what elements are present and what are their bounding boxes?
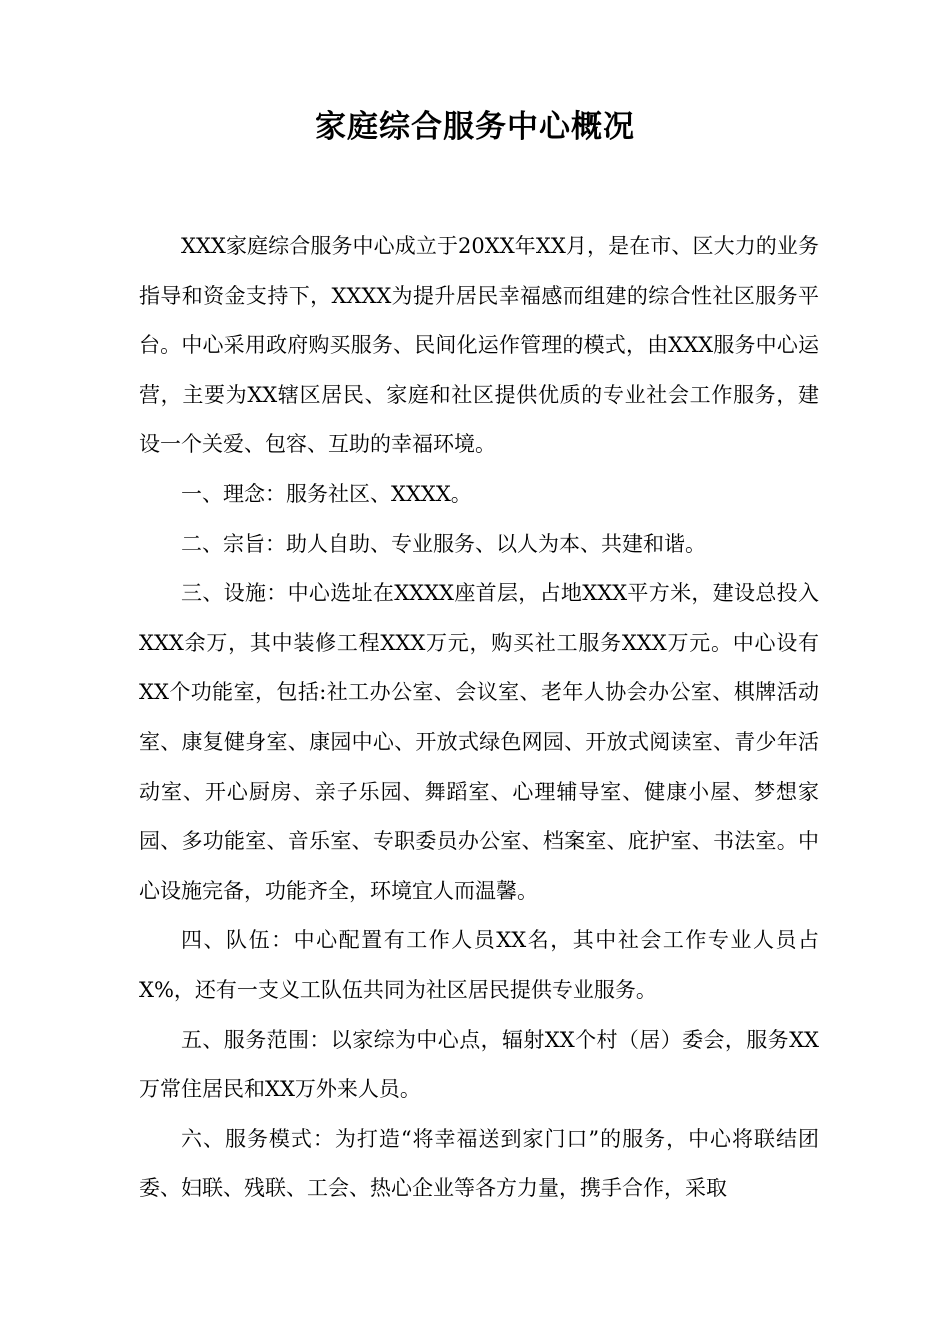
document-body <box>139 222 819 1214</box>
paragraph-concept: 一、理念：服务社区、XXXX。 <box>181 481 472 506</box>
document-title: 家庭综合服务中心概况 <box>315 109 635 145</box>
paragraph-team: 四、队伍：中心配置有工作人员XX名，其中社会工作专业人员占X%，还有一支义工队伍共同为社区居民提供专业服务。 <box>139 928 819 1002</box>
paragraph-facilities: 三、设施：中心选址在XXXX座首层，占地XXX平方米，建设总投入XXX余万，其中装修工程XXX万元，购买社工服务XXX万元。中心设有XX个功能室，包括:社工办公室、会议室、老年人协会办公室、棋牌活动室、康复健身室、康园中心、开放式绿色网园、开放式阅读室、青少年活动室、开心厨房、亲子乐园、舞蹈室、心理辅导室、健康小屋、梦想家园、多功能室、音乐室、专职委员办公室、档案室、庇护室、书法室。中心设施完备，功能齐全，环境宜人而温馨。 <box>139 581 819 903</box>
paragraph-service-scope: 五、服务范围：以家综为中心点，辐射XX个村（居）委会，服务XX万常住居民和XX万外来人员。 <box>139 1027 819 1102</box>
paragraph-intro: XXX家庭综合服务中心成立于20XX年XX月，是在市、区大力的业务指导和资金支持下，XXXX为提升居民幸福感而组建的综合性社区服务平台。中心采用政府购买服务、民间化运作管理的模式，由XXX服务中心运营，主要为XX辖区居民、家庭和社区提供优质的专业社会工作服务，建设一个关爱、包容、互助的幸福环境。 <box>139 234 819 457</box>
paragraph-service-model: 六、服务模式：为打造“将幸福送到家门口”的服务，中心将联结团委、妇联、残联、工会、热心企业等各方力量，携手合作，采取 <box>139 1126 819 1201</box>
paragraph-purpose: 二、宗旨：助人自助、专业服务、以人为本、共建和谐。 <box>181 531 706 556</box>
